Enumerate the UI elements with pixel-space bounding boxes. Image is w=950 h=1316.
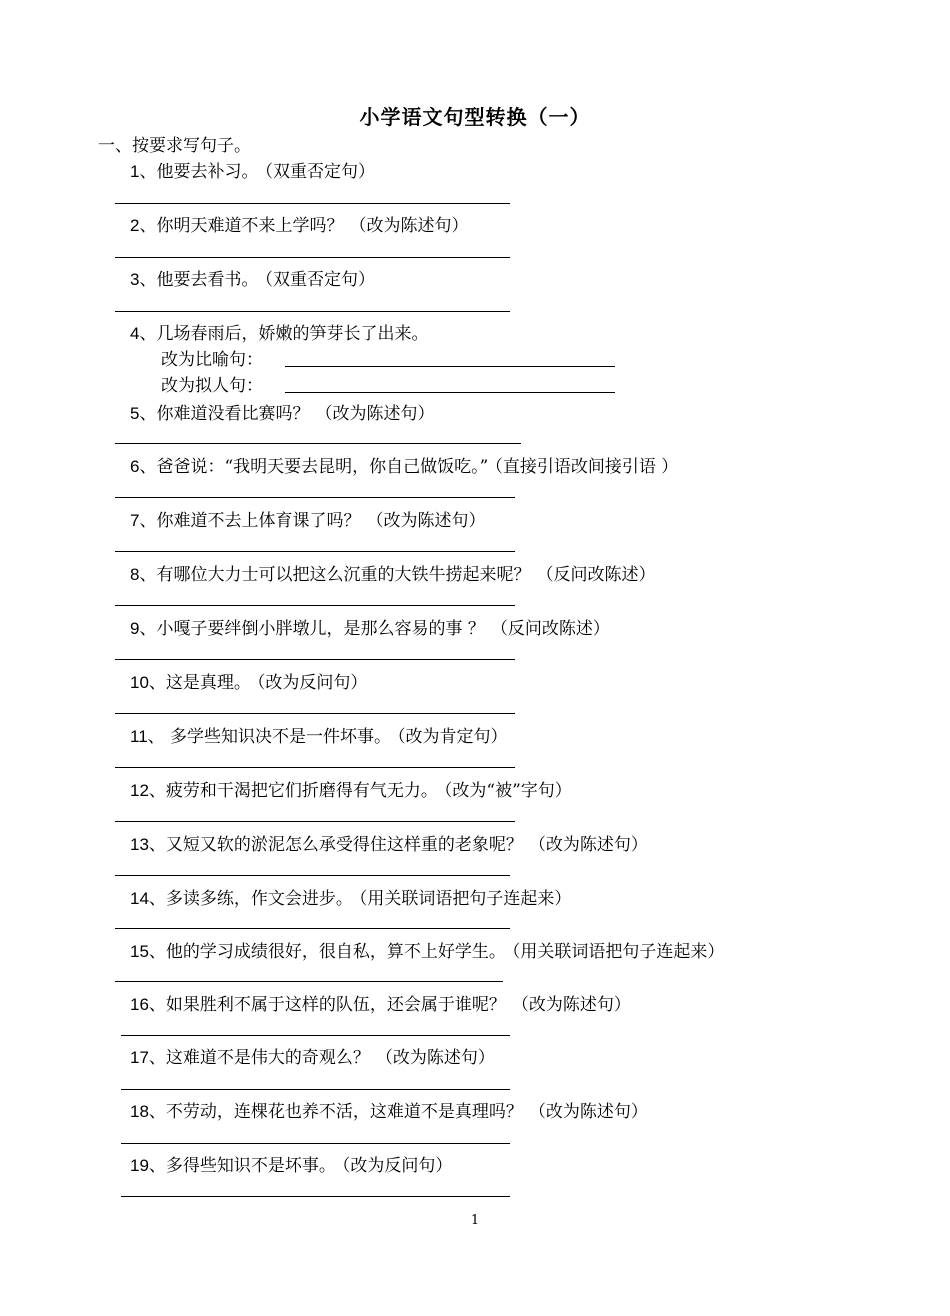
answer-line-14[interactable] [115,928,510,929]
answer-line-1[interactable] [115,203,510,204]
q4-personification-line[interactable] [285,392,615,393]
page-title: 小学语文句型转换（一） [359,105,591,129]
answer-line-2[interactable] [115,257,510,258]
answer-line-18[interactable] [121,1143,510,1144]
answer-line-10[interactable] [115,713,515,714]
answer-line-3[interactable] [115,311,510,312]
question-1: 1、他要去补习。 （双重否定句） [130,162,375,182]
question-5: 5、你难道没看比赛吗？ （改为陈述句） [130,404,435,424]
answer-line-19[interactable] [121,1196,510,1197]
question-18: 18、不劳动，连棵花也养不活，这难道不是真理吗？ （改为陈述句） [130,1102,648,1122]
answer-line-11[interactable] [115,767,515,768]
answer-line-12[interactable] [115,821,515,822]
question-11: 11、 多学些知识决不是一件坏事。 （改为肯定句） [130,727,508,747]
question-13: 13、又短又软的淤泥怎么承受得住这样重的老象呢？ （改为陈述句） [130,835,648,855]
answer-line-7[interactable] [115,551,515,552]
answer-line-8[interactable] [115,605,515,606]
answer-line-16[interactable] [121,1035,510,1036]
question-12: 12、疲劳和干渴把它们折磨得有气无力。 （改为“被”字句） [130,781,572,801]
question-9: 9、小嘎子要绊倒小胖墩儿，是那么容易的事 ？ （反问改陈述） [130,619,610,639]
question-15: 15、他的学习成绩很好，很自私，算不上好学生。 （用关联词语把句子连起来） [130,942,725,962]
answer-line-6[interactable] [115,497,515,498]
answer-line-5[interactable] [115,443,521,444]
question-8: 8、有哪位大力士可以把这么沉重的大铁牛捞起来呢？ （反问改陈述） [130,565,656,585]
answer-line-17[interactable] [121,1089,510,1090]
answer-line-15[interactable] [115,981,503,982]
q4-personification-label: 改为拟人句： [161,376,263,396]
question-7: 7、你难道不去上体育课了吗？ （改为陈述句） [130,511,486,531]
question-6: 6、爸爸说：“我明天要去昆明，你自己做饭吃。” （直接引语改间接引语 ） [130,457,679,477]
answer-line-9[interactable] [115,659,515,660]
q4-simile-line[interactable] [285,366,615,367]
question-17: 17、这难道不是伟大的奇观么？ （改为陈述句） [130,1048,495,1068]
question-4: 4、几场春雨后，娇嫩的笋芽长了出来。 [130,324,429,344]
page-number: 1 [470,1213,480,1228]
answer-line-13[interactable] [115,875,510,876]
section-heading: 一、按要求写句子。 [98,136,251,156]
question-10: 10、这是真理。 （改为反问句） [130,673,368,693]
question-14: 14、多读多练，作文会进步。 （用关联词语把句子连起来） [130,889,572,909]
question-19: 19、多得些知识不是坏事。 （改为反问句） [130,1156,453,1176]
q4-simile-label: 改为比喻句： [161,350,263,370]
question-2: 2、你明天难道不来上学吗？ （改为陈述句） [130,216,469,236]
question-16: 16、如果胜利不属于这样的队伍，还会属于谁呢？ （改为陈述句） [130,995,631,1015]
question-3: 3、他要去看书。 （双重否定句） [130,270,375,290]
